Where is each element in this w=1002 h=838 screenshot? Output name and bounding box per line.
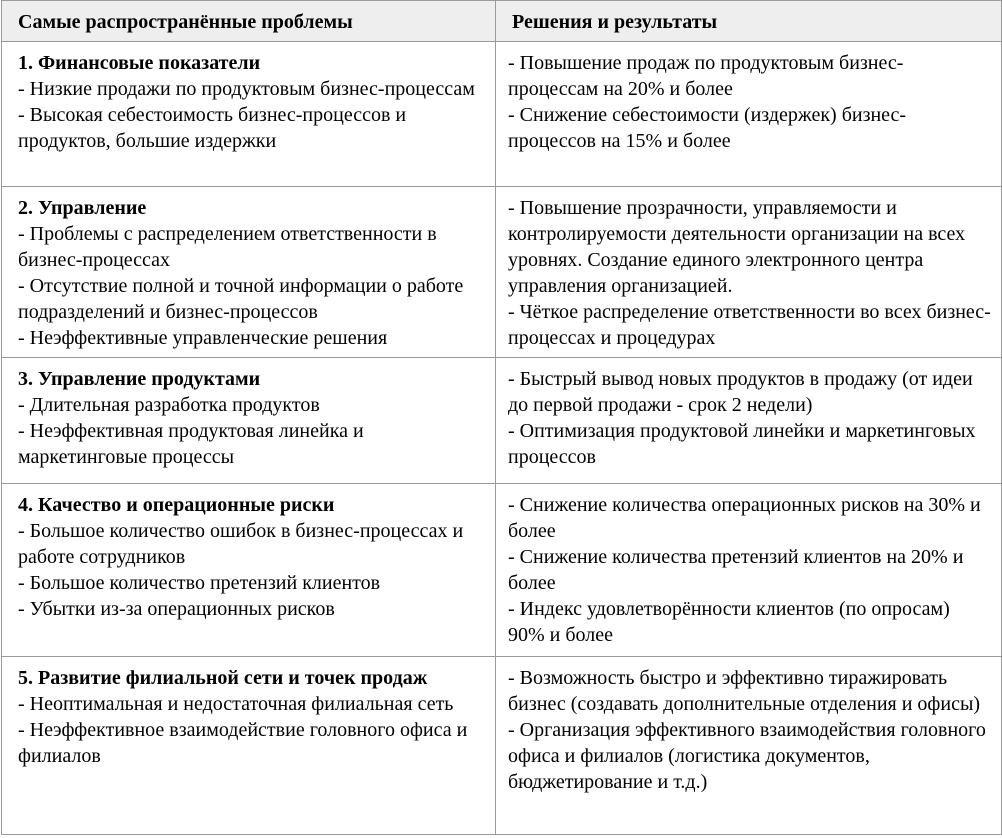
problem-item: - Высокая себестоимость бизнес-процессов и продуктов, большие издержки xyxy=(18,104,407,152)
problem-item: - Отсутствие полной и точной информации о работе подразделений и бизнес-процессов xyxy=(18,275,464,323)
problem-item: - Проблемы с распределением ответственности в бизнес-процессах xyxy=(18,223,437,271)
solution-item: - Чёткое распределение ответственности во всех бизнес-процессах и процедурах xyxy=(508,301,991,349)
solutions-cell xyxy=(496,484,1002,657)
table-row xyxy=(2,484,1002,657)
problems-solutions-table xyxy=(1,0,1002,835)
problem-item: - Длительная разработка продуктов xyxy=(18,394,320,416)
header-problems: Самые распространённые проблемы xyxy=(2,1,496,42)
solutions-cell xyxy=(496,42,1002,187)
problems-cell xyxy=(2,484,496,657)
solution-item: - Снижение количества претензий клиентов на 20% и более xyxy=(508,546,964,594)
solution-item: - Возможность быстро и эффективно тиражировать бизнес (создавать дополнительные отделения и офисы) xyxy=(508,667,981,715)
problem-item: - Низкие продажи по продуктовым бизнес-процессам xyxy=(18,78,475,100)
table-row xyxy=(2,358,1002,484)
solution-item: - Снижение количества операционных рисков на 30% и более xyxy=(508,494,981,542)
solution-item: - Снижение себестоимости (издержек) бизнес-процессов на 15% и более xyxy=(508,104,907,152)
solution-item: - Быстрый вывод новых продуктов в продажу (от идеи до первой продажи - срок 2 недели) xyxy=(508,368,973,416)
problems-cell xyxy=(2,42,496,187)
problem-category-title: 2. Управление xyxy=(18,197,147,219)
problem-item: - Большое количество ошибок в бизнес-процессах и работе сотрудников xyxy=(18,520,464,568)
table-row xyxy=(2,657,1002,835)
solution-item: - Повышение продаж по продуктовым бизнес-процессам на 20% и более xyxy=(508,52,904,100)
solution-item: - Организация эффективного взаимодействия головного офиса и филиалов (логистика документов, бюджетирование и т.д.) xyxy=(508,719,986,793)
problem-category-title: 1. Финансовые показатели xyxy=(18,52,261,74)
problems-cell xyxy=(2,657,496,835)
problems-cell xyxy=(2,358,496,484)
solution-item: - Индекс удовлетворённости клиентов (по опросам) 90% и более xyxy=(508,598,950,646)
problems-cell xyxy=(2,187,496,358)
problem-category-title: 5. Развитие филиальной сети и точек продаж xyxy=(18,667,428,689)
problem-category-title: 3. Управление продуктами xyxy=(18,368,261,390)
problem-item: - Неоптимальная и недостаточная филиальная сеть xyxy=(18,693,454,715)
solutions-cell xyxy=(496,358,1002,484)
problem-item: - Неэффективные управленческие решения xyxy=(18,327,388,349)
table-row xyxy=(2,42,1002,187)
table-row xyxy=(2,187,1002,358)
problem-item: - Неэффективная продуктовая линейка и маркетинговые процессы xyxy=(18,420,364,468)
problem-item: - Убытки из-за операционных рисков xyxy=(18,598,335,620)
problem-item: - Большое количество претензий клиентов xyxy=(18,572,381,594)
solution-item: - Повышение прозрачности, управляемости и контролируемости деятельности организации на всех уровнях. Создание единого электронного центра управления организацией. xyxy=(508,197,966,297)
problem-item: - Неэффективное взаимодействие головного офиса и филиалов xyxy=(18,719,468,767)
solutions-cell xyxy=(496,657,1002,835)
header-solutions: Решения и результаты xyxy=(496,1,1002,42)
header-row xyxy=(2,1,1002,42)
solutions-cell xyxy=(496,187,1002,358)
solution-item: - Оптимизация продуктовой линейки и маркетинговых процессов xyxy=(508,420,976,468)
problem-category-title: 4. Качество и операционные риски xyxy=(18,494,335,516)
